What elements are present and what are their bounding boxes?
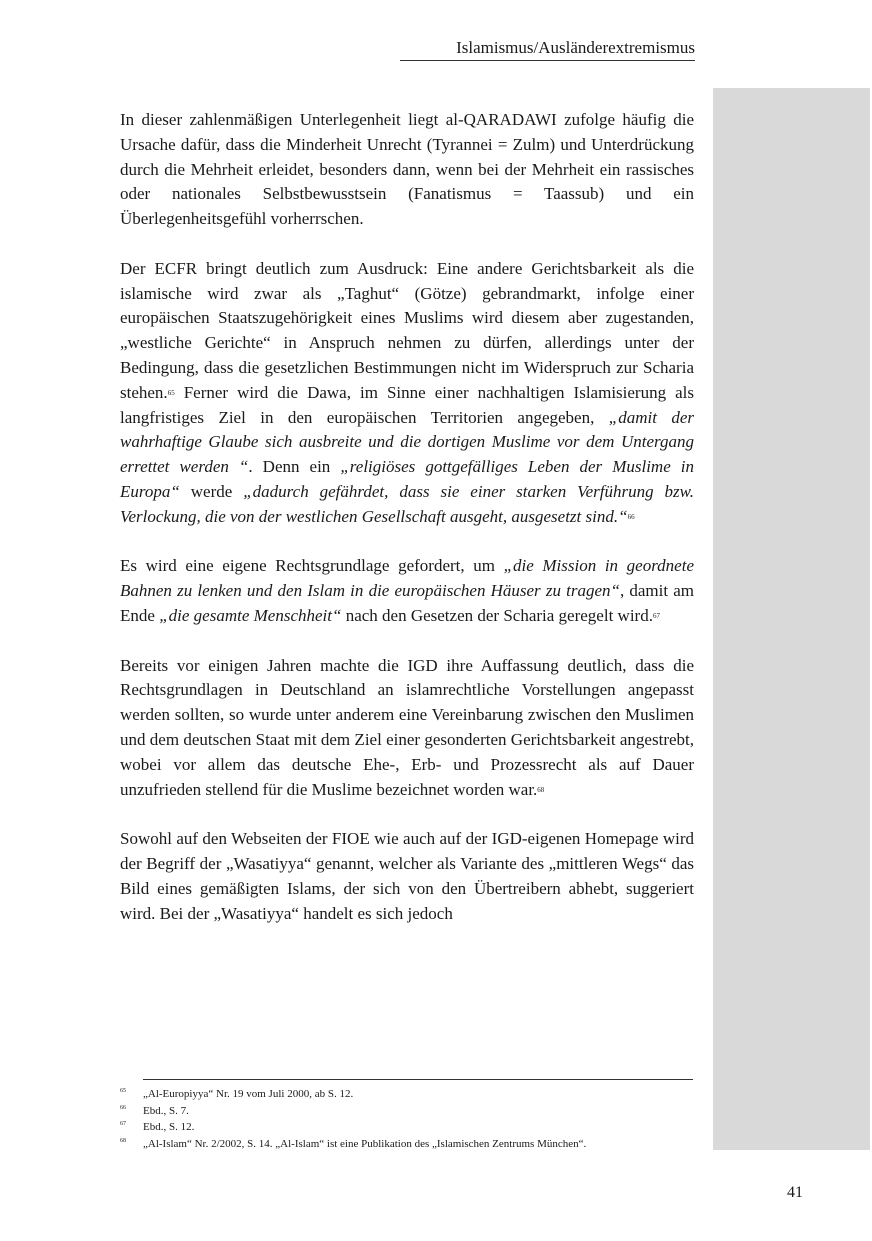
margin-band <box>713 88 870 1150</box>
paragraph <box>120 108 694 232</box>
footnotes <box>120 1086 694 1152</box>
footnote-rule <box>143 1079 693 1080</box>
text-run: Ferner wird die Dawa, im Sinne einer nachhaltigen Islamisierung als langfristiges Ziel in den europäischen Territorien angegeben, <box>120 382 694 427</box>
footnote-ref: 68 <box>537 785 545 794</box>
text-run: Der ECFR bringt deutlich zum Ausdruck: Eine andere Gerichtsbarkeit als die islamische wird zwar als „Taghut“ (Götze) gebrandmarkt, infolge einer europäischen Staatszugehörigkeit eines Muslims wird diesem aber zugestanden, „westliche Gerichte“ in Anspruch nehmen zu dürfen, allerdings unter der Bedingung, dass die gesetzlichen Bestimmungen nicht im Widerspruch zur Scharia stehen. <box>120 258 694 402</box>
text-run: In dieser zahlenmäßigen Unterlegenheit liegt al-QARADAWI zufolge häufig die Ursache dafür, dass die Minderheit Unrecht (Tyrannei = Zulm) und Unterdrückung durch die Mehrheit erleidet, besonders dann, wenn bei der Mehrheit ein rassisches oder nationales Selbstbewusstsein (Fanatismus = Taassub) und ein Überlegenheitsgefühl vorherrschen. <box>120 110 694 229</box>
text-run: werde <box>179 481 244 501</box>
quotation: „die gesamte Menschheit“ <box>159 605 342 625</box>
quotation: „religiöses gottgefälliges Leben der Muslime in Europa“ <box>120 457 695 501</box>
text-run: nach den Gesetzen der Scharia geregelt wird. <box>341 605 653 625</box>
footnote-text: „Al-Europiyya“ Nr. 19 vom Juli 2000, ab S. 12. <box>143 1088 354 1100</box>
footnote-ref: 67 <box>652 611 660 620</box>
quotation: „damit der wahrhaftige Glaube sich ausbreite und die dortigen Muslime vor dem Untergang errettet werden “ <box>120 407 694 477</box>
footnote <box>120 1086 694 1103</box>
text-run: , damit am Ende <box>120 581 695 625</box>
paragraph <box>120 654 694 803</box>
text-run: Bereits vor einigen Jahren machte die IGD ihre Auffassung deutlich, dass die Rechtsgrundlagen in Deutschland an islamrechtliche Vorstellungen angepasst werden sollten, so wurde unter anderem eine Vereinbarung zwischen den Muslimen und dem deutschen Staat mit dem Ziel einer gesonderten Gerichtsbarkeit angestrebt, wobei vor allem das deutsche Ehe-, Erb- und Prozessrecht als auf Dauer unzufrieden stellend für die Muslime bezeichnet worden war. <box>120 655 694 799</box>
header-rule <box>400 60 695 61</box>
footnote-ref: 65 <box>167 388 175 397</box>
body-text <box>120 108 694 926</box>
running-header: Islamismus/Ausländerextremismus <box>456 38 695 57</box>
paragraph <box>120 257 694 530</box>
paragraph <box>120 827 694 926</box>
footnote-number: 66 <box>120 1104 126 1111</box>
footnote-text: Ebd., S. 12. <box>143 1121 195 1133</box>
footnote-text: „Al-Islam“ Nr. 2/2002, S. 14. „Al-Islam“ ist eine Publikation des „Islamischen Zentrums München“. <box>143 1137 587 1150</box>
footnote-number: 65 <box>120 1088 126 1094</box>
text-run: Es wird eine eigene Rechtsgrundlage gefordert, um <box>120 556 504 576</box>
footnote <box>120 1136 694 1153</box>
footnote <box>120 1119 694 1136</box>
quotation: „die Mission in geordnete Bahnen zu lenken und den Islam in die europäischen Häuser zu tragen“ <box>120 556 694 601</box>
footnote-number: 68 <box>120 1137 126 1144</box>
text-run: Sowohl auf den Webseiten der FIOE wie auch auf der IGD-eigenen Homepage wird der Begriff der „Wasatiyya“ genannt, welcher als Variante des „mittleren Wegs“ das Bild eines gemäßigten Islams, der sich von den Übertreibern abhebt, suggeriert wird. Bei der „Wasatiyya“ handelt es sich jedoch <box>120 829 694 923</box>
paragraph <box>120 554 694 628</box>
footnote-ref: 66 <box>627 512 635 521</box>
footnote-number: 67 <box>120 1121 126 1127</box>
footnote-text: Ebd., S. 7. <box>143 1104 189 1117</box>
text-run: . Denn ein <box>248 457 341 477</box>
page-number: 41 <box>787 1184 803 1201</box>
footnote <box>120 1103 694 1120</box>
quotation: „dadurch gefährdet, dass sie einer starken Verführung bzw. Verlockung, die von der westlichen Gesellschaft ausgeht, ausgesetzt sind.“ <box>120 481 694 526</box>
